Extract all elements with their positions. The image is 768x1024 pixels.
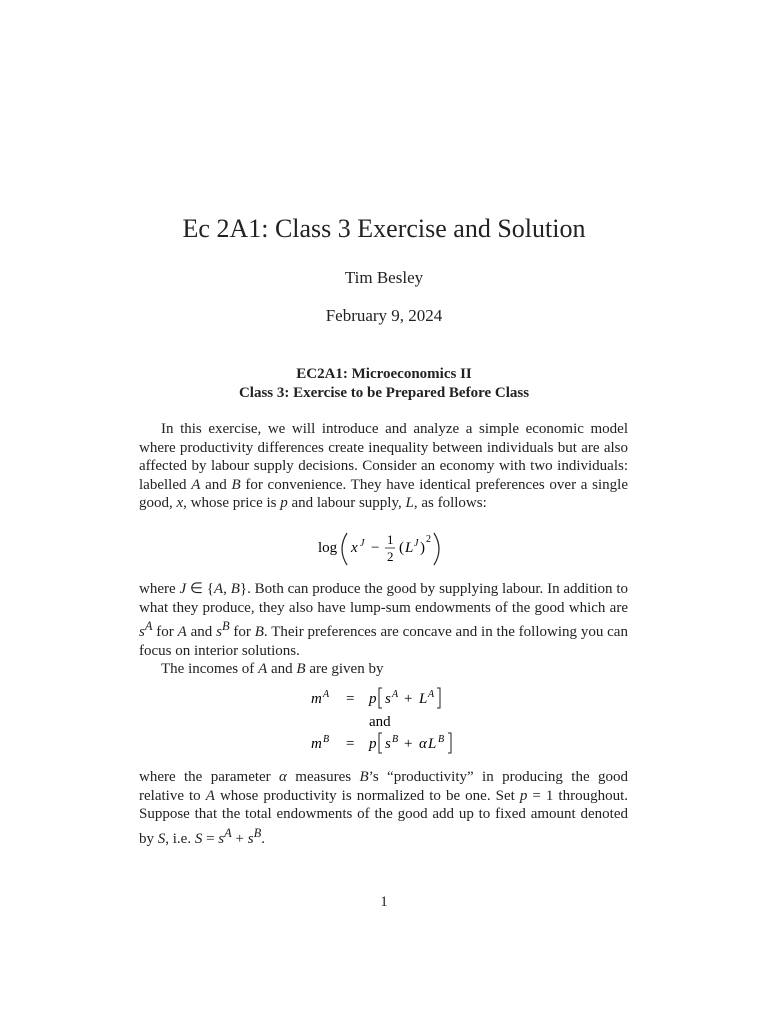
page-number: 1 xyxy=(380,894,388,910)
eq-and: and xyxy=(369,714,391,730)
utility-equation xyxy=(0,528,768,570)
eq-mA-sup: A xyxy=(323,689,330,700)
eq-x: x xyxy=(351,540,358,556)
math-sup: A xyxy=(144,619,153,634)
eq-mB: m xyxy=(311,736,322,752)
paragraph-productivity xyxy=(139,768,628,848)
text-run: ∈ { xyxy=(186,581,214,597)
math-var: B xyxy=(254,624,264,641)
text-run: for xyxy=(152,624,178,641)
eq-bracket-left-1 xyxy=(379,688,382,708)
eq-p-1: p xyxy=(369,691,377,707)
eq-s-1: s xyxy=(385,691,391,707)
eq-equals-2: = xyxy=(346,736,355,752)
eq-paren-right: ) xyxy=(420,540,425,556)
text-run: and xyxy=(200,476,232,493)
eq-bracket-right-1 xyxy=(437,688,440,708)
eq-s-sup-2: B xyxy=(392,734,399,745)
eq-L-1: L xyxy=(419,691,428,707)
text-run: + xyxy=(231,830,248,847)
eq-exp2: 2 xyxy=(426,534,431,545)
text-run: for xyxy=(229,624,255,641)
text-run: , whose price is xyxy=(183,495,281,512)
income-equations xyxy=(0,686,768,758)
text-run: whose productivity is normalized to be one. Set xyxy=(214,787,520,804)
math-sup: B xyxy=(253,825,262,840)
eq-equals-1: = xyxy=(346,691,355,707)
paragraph-endowments xyxy=(139,580,628,679)
math-var: s xyxy=(216,624,222,641)
text-run: for convenience. They have identical preferences over a single good, xyxy=(139,476,628,512)
math-var: s xyxy=(247,830,254,847)
text-run: = 1 throughout. Suppose that the total endowments of the good add up to fixed amount denoted by xyxy=(139,787,628,847)
math-var: L xyxy=(405,495,414,512)
math-var: α xyxy=(279,769,287,785)
math-sup: B xyxy=(221,619,230,634)
eq-big-paren-right xyxy=(434,533,439,565)
eq-s-2: s xyxy=(385,736,391,752)
text-run: . xyxy=(261,830,265,847)
math-var: J xyxy=(179,581,187,597)
document-title: Ec 2A1: Class 3 Exercise and Solution xyxy=(182,214,586,243)
math-var: s xyxy=(218,830,225,847)
eq-big-paren-left xyxy=(342,533,347,565)
math-sup: A xyxy=(224,825,232,840)
eq-L: L xyxy=(405,540,414,556)
text-run: and labour supply, xyxy=(287,495,406,512)
paragraph-intro xyxy=(139,420,628,513)
text-run: are given by xyxy=(305,661,384,678)
text-run: where the parameter xyxy=(139,769,280,785)
math-var: A xyxy=(191,476,201,493)
eq-minus: − xyxy=(371,540,380,556)
text-run: measures xyxy=(286,769,360,785)
eq-mB-sup: B xyxy=(323,734,330,745)
document-date: February 9, 2024 xyxy=(325,306,443,325)
eq-paren-left: ( xyxy=(399,540,404,556)
text-run: and xyxy=(267,661,297,678)
eq-frac-den: 2 xyxy=(387,549,394,564)
eq-alpha: α xyxy=(419,736,427,752)
text-run: In this exercise, we will introduce and analyze a simple economic model where productivity differences create inequality between individuals but are also affected by labour supply decisions. Consider an economy with two individuals: labelled xyxy=(139,421,628,493)
class-heading: Class 3: Exercise to be Prepared Before Class xyxy=(238,385,530,401)
math-var: s xyxy=(139,624,145,641)
eq-bracket-left-2 xyxy=(379,733,382,753)
eq-L-2: L xyxy=(428,736,437,752)
math-var: A xyxy=(177,624,187,641)
text-run: , as follows: xyxy=(413,495,487,512)
math-var: A xyxy=(258,661,268,678)
course-heading: EC2A1: Microeconomics II xyxy=(296,366,472,382)
eq-L-sup-2: B xyxy=(438,734,445,745)
math-var: S xyxy=(157,830,166,847)
text-run: = xyxy=(202,830,219,847)
text-run: ’s “productivity” in producing the good relative to xyxy=(139,769,628,804)
eq-mA: m xyxy=(311,691,322,707)
eq-L-sup-1: A xyxy=(428,689,435,700)
text-run: and xyxy=(186,624,217,641)
eq-p-2: p xyxy=(369,736,377,752)
eq-plus-2: + xyxy=(404,736,413,752)
math-var: S xyxy=(194,830,203,847)
math-var: B xyxy=(231,476,241,493)
math-var: B xyxy=(296,661,306,678)
text-run: The incomes of xyxy=(161,661,259,678)
eq-s-sup-1: A xyxy=(392,689,399,700)
eq-sup-J2: J xyxy=(414,538,419,549)
eq-sup-J: J xyxy=(360,538,365,549)
math-var: p xyxy=(280,495,288,512)
math-var: A, B xyxy=(214,581,240,597)
eq-frac-num: 1 xyxy=(387,532,394,547)
math-var: p xyxy=(519,787,528,804)
math-var: x xyxy=(176,495,184,512)
math-var: B xyxy=(359,769,369,785)
text-run: , i.e. xyxy=(165,830,195,847)
text-run: where xyxy=(139,581,180,597)
eq-log: log xyxy=(318,540,338,556)
document-author: Tim Besley xyxy=(344,268,424,287)
math-var: A xyxy=(205,787,215,804)
eq-plus-1: + xyxy=(404,691,413,707)
text-run: . Their preferences are concave and in the following you can focus on interior solutions. xyxy=(139,624,628,659)
eq-bracket-right-2 xyxy=(448,733,451,753)
text-run: }. Both can produce the good by supplying labour. In addition to what they produce, they also have lump-sum endowments of the good which are xyxy=(139,581,629,616)
